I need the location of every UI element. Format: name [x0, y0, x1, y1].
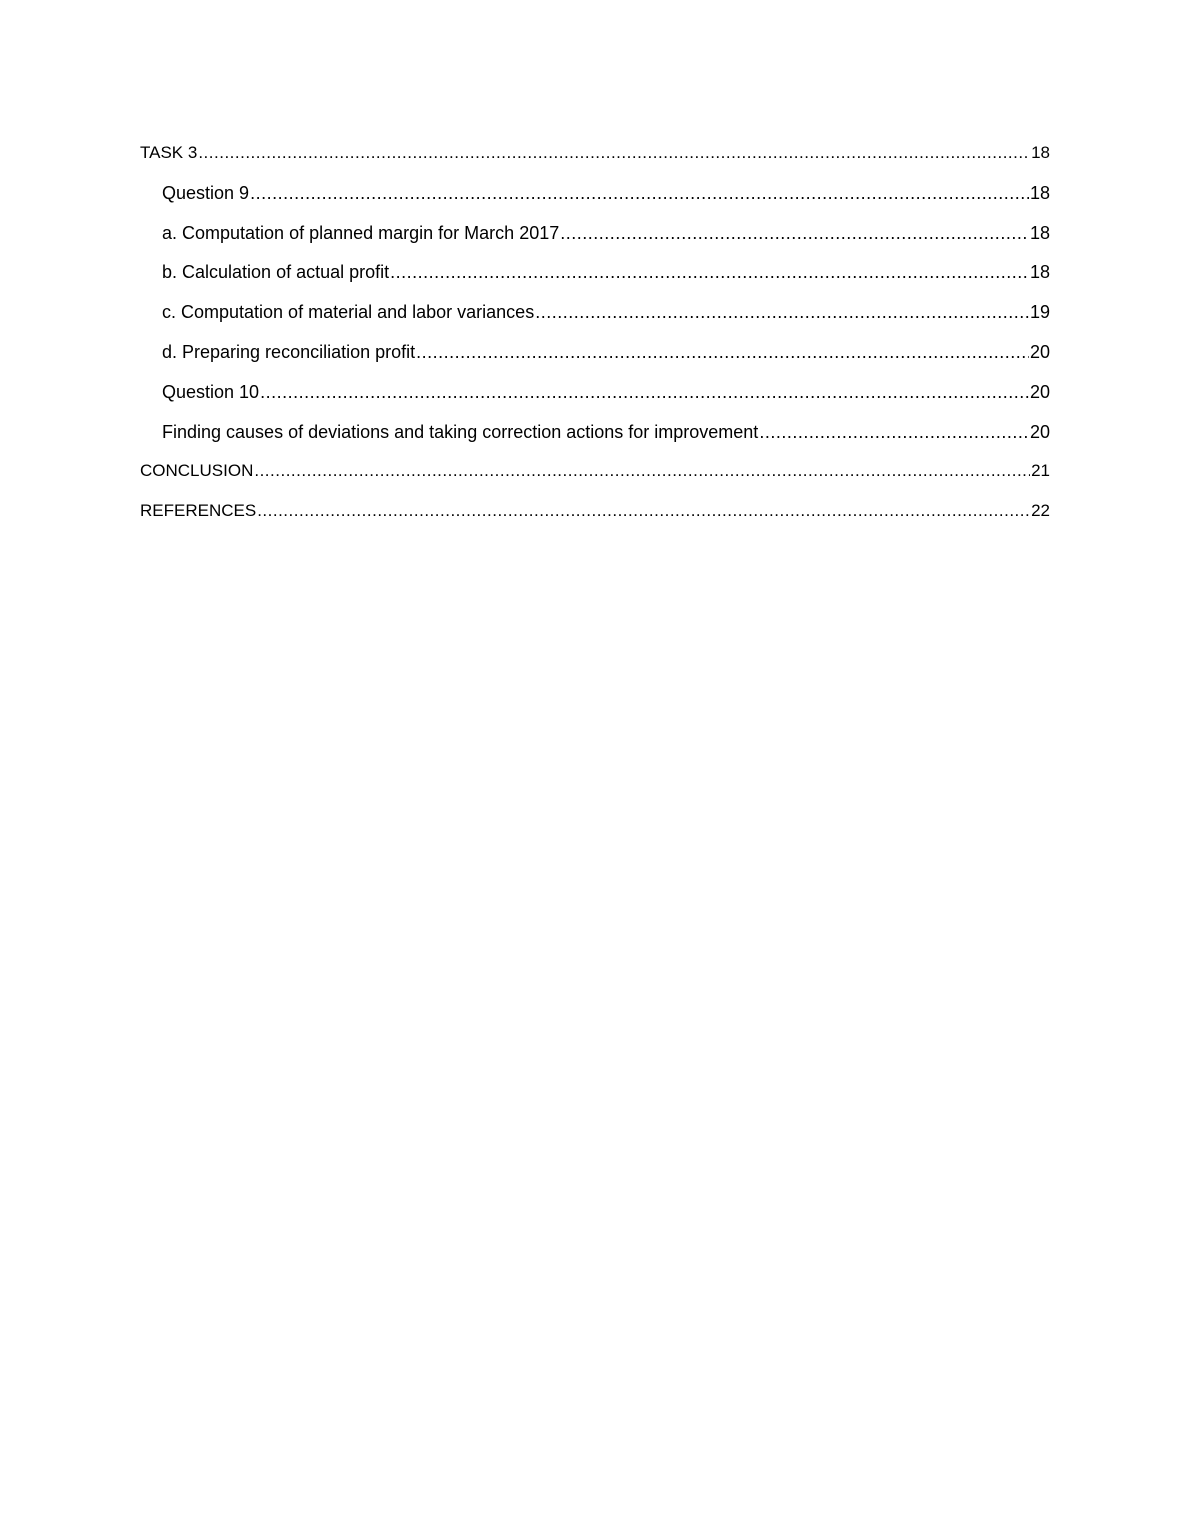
toc-entry-title: a. Computation of planned margin for March 2017 — [162, 222, 560, 243]
toc-entry-title: Finding causes of deviations and taking correction actions for improvement — [162, 421, 759, 442]
toc-entry-reconciliation-profit[interactable] — [140, 339, 1050, 379]
table-of-contents — [140, 140, 1050, 538]
toc-entry-references[interactable] — [140, 498, 1050, 538]
toc-entry-actual-profit[interactable] — [140, 259, 1050, 299]
toc-entry-planned-margin[interactable] — [140, 220, 1050, 260]
toc-entry-title: Question 9 — [162, 182, 250, 203]
toc-entry-causes-of-deviations[interactable] — [140, 419, 1050, 459]
toc-entry-page-number: 20 — [1029, 421, 1050, 442]
toc-dot-leader — [250, 180, 1029, 206]
toc-entry-title: TASK 3 — [140, 143, 198, 162]
toc-entry-page-number: 18 — [1029, 262, 1050, 283]
toc-entry-page-number: 20 — [1029, 341, 1050, 362]
toc-entry-conclusion[interactable] — [140, 458, 1050, 498]
toc-entry-page-number: 19 — [1029, 302, 1050, 323]
toc-dot-leader — [254, 458, 1030, 484]
toc-entry-page-number: 18 — [1029, 182, 1050, 203]
toc-dot-leader — [257, 498, 1030, 524]
toc-entry-page-number: 18 — [1029, 222, 1050, 243]
toc-entry-title: b. Calculation of actual profit — [162, 262, 390, 283]
toc-entry-question-9[interactable] — [140, 180, 1050, 220]
toc-entry-page-number: 18 — [1031, 143, 1050, 162]
toc-dot-leader — [416, 339, 1029, 365]
toc-entry-variances[interactable] — [140, 299, 1050, 339]
toc-dot-leader — [390, 259, 1029, 285]
toc-entry-page-number: 22 — [1031, 501, 1050, 521]
toc-entry-title: REFERENCES — [140, 501, 257, 521]
toc-dot-leader — [535, 299, 1029, 325]
toc-entry-question-10[interactable] — [140, 379, 1050, 419]
toc-entry-page-number: 20 — [1029, 381, 1050, 402]
toc-entry-title: d. Preparing reconciliation profit — [162, 341, 416, 362]
toc-dot-leader — [260, 379, 1029, 405]
toc-entry-title: CONCLUSION — [140, 461, 254, 481]
toc-dot-leader — [759, 419, 1029, 445]
toc-entry-task-3[interactable] — [140, 140, 1050, 180]
toc-entry-page-number: 21 — [1031, 461, 1050, 481]
toc-entry-title: c. Computation of material and labor variances — [162, 302, 535, 323]
toc-dot-leader — [198, 140, 1030, 166]
toc-entry-title: Question 10 — [162, 381, 260, 402]
toc-dot-leader — [560, 220, 1029, 246]
